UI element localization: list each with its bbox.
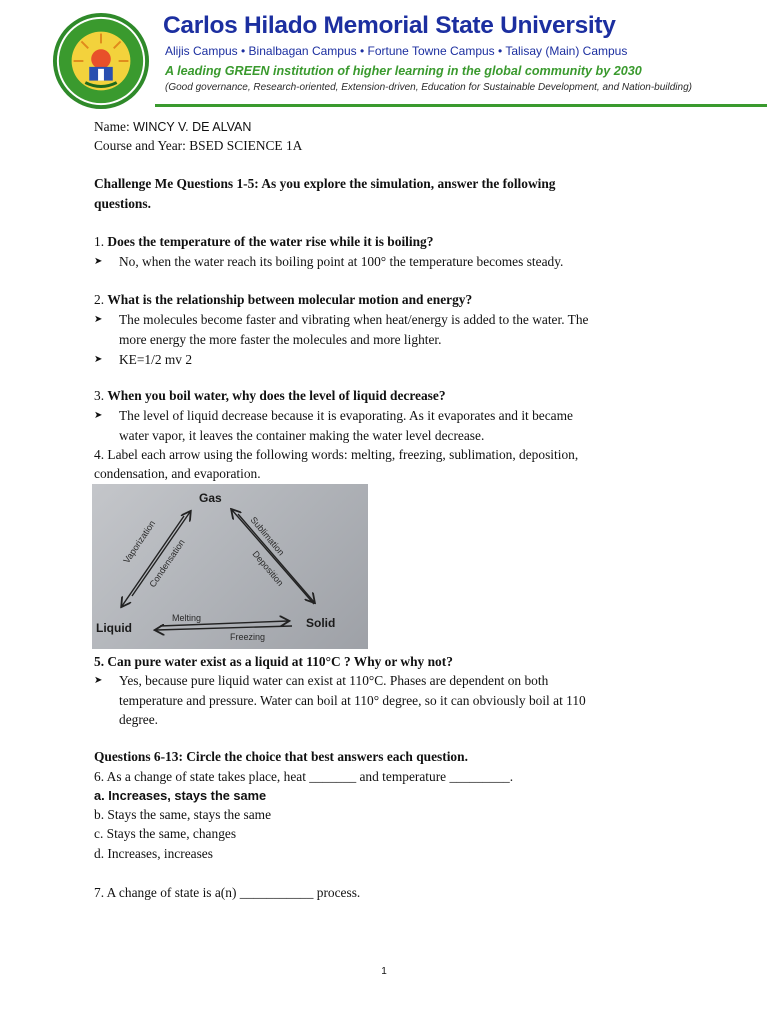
arrow-freezing — [156, 626, 292, 630]
solid-label: Solid — [306, 616, 336, 630]
question-6-choice-c: c. Stays the same, changes — [94, 826, 237, 841]
vaporization-label: Vaporization — [121, 518, 158, 566]
university-name: Carlos Hilado Memorial State University — [163, 12, 616, 39]
section2-heading: Questions 6-13: Circle the choice that best answers each question. — [94, 749, 468, 764]
arrow-bullet-icon: ➤ — [94, 675, 103, 686]
sub-tagline: (Good governance, Research-oriented, Extension-driven, Education for Sustainable Development, and Nation-building) — [165, 82, 692, 93]
question-7-text: 7. A change of state is a(n) ___________ process. — [94, 885, 361, 900]
answer-1 — [94, 252, 694, 272]
name-label: Name: — [94, 119, 130, 134]
answer-3-line2: water vapor, it leaves the container making the water level decrease. — [119, 427, 485, 443]
question-6-choice-a: a. Increases, stays the same — [94, 788, 267, 803]
name-line — [94, 117, 251, 137]
answer-5 — [94, 671, 694, 731]
melting-label: Melting — [172, 613, 202, 623]
question-2-number: 2. — [94, 292, 105, 307]
answer-3 — [94, 406, 694, 446]
question-5-text: 5. Can pure water exist as a liquid at 110°C ? Why or why not? — [94, 654, 453, 669]
answer-2b-text: KE=1/2 mv 2 — [119, 352, 193, 367]
sublimation-label: Sublimation — [248, 514, 287, 558]
question-3 — [94, 386, 446, 405]
arrow-bullet-icon: ➤ — [94, 410, 103, 421]
answer-5-line1: Yes, because pure liquid water can exist at 110°C. Phases are dependent on both — [119, 673, 549, 688]
answer-5-line3: degree. — [119, 712, 159, 727]
name-value: WINCY V. DE ALVAN — [133, 120, 252, 134]
freezing-label: Freezing — [230, 632, 266, 642]
question-2 — [94, 290, 472, 309]
question-1-text: Does the temperature of the water rise while it is boiling? — [107, 234, 434, 249]
liquid-label: Liquid — [96, 621, 132, 635]
university-seal-logo — [52, 12, 150, 110]
question-4-line1: 4. Label each arrow using the following words: melting, freezing, sublimation, deposition, — [94, 447, 579, 462]
course-label: Course and Year: — [94, 138, 186, 153]
answer-2a-line2: more energy the more faster the molecules and more lighter. — [119, 331, 442, 347]
arrow-bullet-icon: ➤ — [94, 354, 103, 365]
question-6-text: 6. As a change of state takes place, heat _______ and temperature _________. — [94, 769, 514, 784]
answer-5-text — [119, 671, 679, 730]
phase-change-diagram-photo — [92, 484, 368, 649]
question-6-choice-b: b. Stays the same, stays the same — [94, 807, 272, 822]
answer-3-text — [119, 406, 679, 445]
deposition-label: Deposition — [250, 548, 286, 588]
arrow-sublimation — [232, 510, 314, 604]
arrow-deposition — [238, 514, 314, 602]
gas-label: Gas — [199, 491, 222, 505]
answer-2a — [94, 310, 694, 350]
question-1-number: 1. — [94, 234, 105, 249]
course-line — [94, 136, 302, 155]
tagline: A leading GREEN institution of higher learning in the global community by 2030 — [165, 64, 642, 78]
header-divider — [155, 104, 767, 107]
answer-2a-line1: The molecules become faster and vibrating when heat/energy is added to the water. The — [119, 312, 589, 327]
question-3-number: 3. — [94, 388, 105, 403]
answer-2b — [94, 350, 694, 370]
campus-list: Alijis Campus • Binalbagan Campus • Fortune Towne Campus • Talisay (Main) Campus — [165, 44, 628, 58]
question-6-choice-d: d. Increases, increases — [94, 846, 213, 861]
arrow-vaporization — [132, 512, 190, 596]
arrow-bullet-icon: ➤ — [94, 314, 103, 325]
condensation-label: Condensation — [147, 537, 187, 590]
question-3-text: When you boil water, why does the level of liquid decrease? — [107, 388, 446, 403]
course-value: BSED SCIENCE 1A — [189, 138, 303, 153]
phase-diagram — [92, 484, 368, 649]
arrow-bullet-icon: ➤ — [94, 256, 103, 267]
section1-heading-line1: Challenge Me Questions 1-5: As you explore the simulation, answer the following — [94, 176, 556, 191]
question-2-text: What is the relationship between molecular motion and energy? — [107, 292, 473, 307]
answer-1-text: No, when the water reach its boiling point at 100° the temperature becomes steady. — [119, 254, 564, 269]
answer-2a-text — [119, 310, 679, 349]
section1-heading-line2: questions. — [94, 196, 151, 211]
question-1 — [94, 232, 433, 251]
page-number: 1 — [381, 966, 387, 977]
answer-3-line1: The level of liquid decrease because it is evaporating. As it evaporates and it became — [119, 408, 573, 423]
question-4-line2: condensation, and evaporation. — [94, 466, 261, 481]
answer-5-line2: temperature and pressure. Water can boil at 110° degree, so it can obviously boil at 110 — [119, 692, 586, 708]
